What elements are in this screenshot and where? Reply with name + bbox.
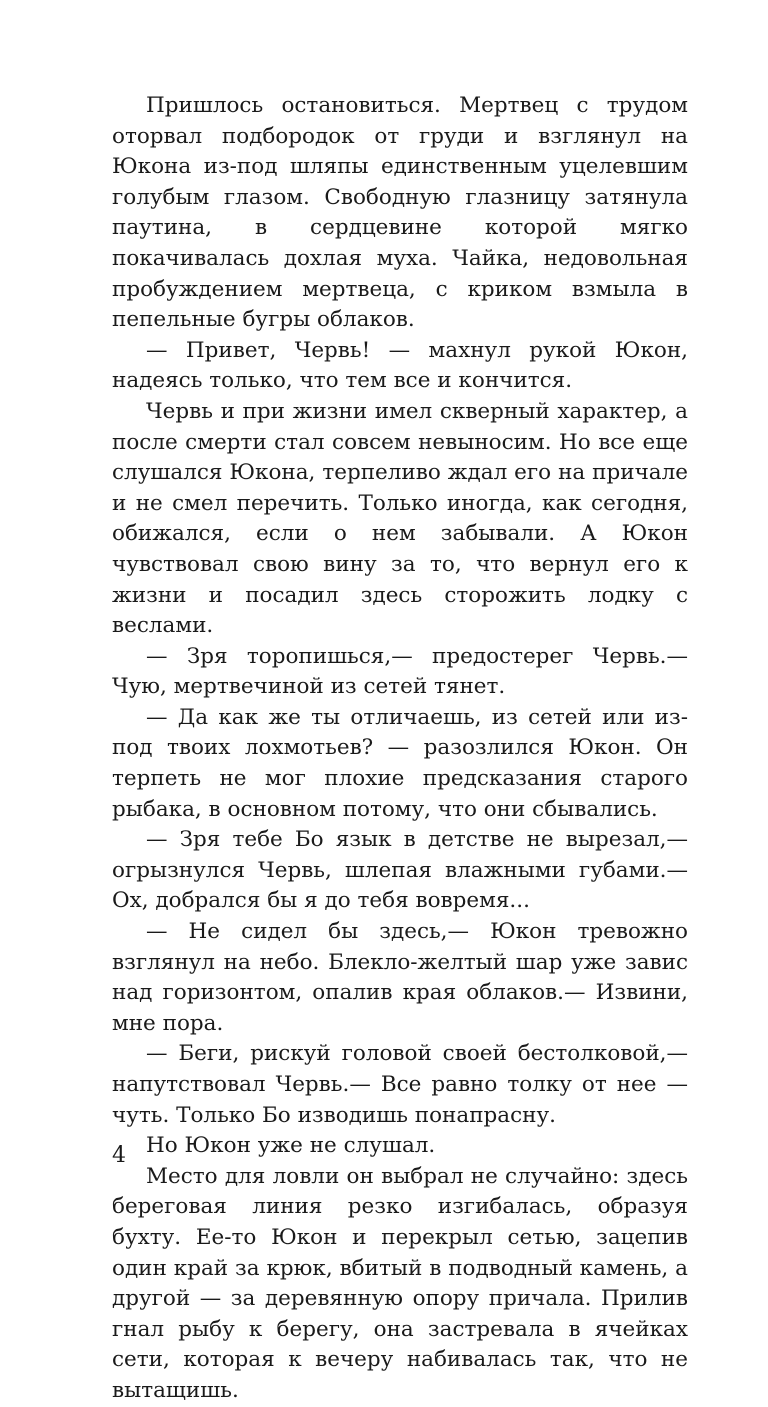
paragraph: — Не сидел бы здесь,— Юкон тревожно взглянул на небо. Блекло-желтый шар уже завис над горизонтом, опалив края облаков.— Извини, мне пора. xyxy=(112,919,688,1036)
paragraph: Но Юкон уже не слушал. xyxy=(146,1133,436,1159)
paragraph: — Зря тебе Бо язык в детстве не вырезал,— огрызнулся Червь, шлепая влажными губами.— Ох, добрался бы я до тебя вовремя... xyxy=(112,827,688,914)
paragraph: — Да как же ты отличаешь, из сетей или из-под твоих лохмотьев? — разозлился Юкон. Он терпеть не мог плохие предсказания старого рыбака, в основном потому, что они сбывались. xyxy=(112,704,688,822)
paragraph: Червь и при жизни имел скверный характер, а после смерти стал совсем невыносим. Но все еще слушался Юкона, терпеливо ждал его на причале и не смел перечить. Только иногда, как сегодня, обижался, если о нем забывали. А Юкон чувствовал свою вину за то, что вернул его к жизни и посадил здесь сторожить лодку с веслами. xyxy=(112,398,688,639)
body-text xyxy=(112,91,688,1407)
page-number: 4 xyxy=(112,1143,126,1168)
paragraph: — Беги, рискуй головой своей бестолковой,— напутствовал Червь.— Все равно толку от нее — чуть. Только Бо изводишь понапрасну. xyxy=(112,1041,688,1128)
paragraph: Пришлось остановиться. Мертвец с трудом оторвал подбородок от груди и взглянул на Юкона из-под шляпы единственным уцелевшим голубым глазом. Свободную глазницу затянула паутина, в сердцевине которой мягко покачивалась дохлая муха. Чайка, недовольная пробуждением мертвеца, с криком взмыла в пепельные бугры облаков. xyxy=(112,93,688,333)
paragraph: — Привет, Червь! — махнул рукой Юкон, надеясь только, что тем все и кончится. xyxy=(112,337,688,394)
paragraph: — Зря торопишься,— предостерег Червь.— Чую, мертвечиной из сетей тянет. xyxy=(112,643,688,700)
paragraph: Место для ловли он выбрал не случайно: здесь береговая линия резко изгибалась, образуя бухту. Ее-то Юкон и перекрыл сетью, зацепив один край за крюк, вбитый в подводный камень, а другой — за деревянную опору причала. Прилив гнал рыбу к берегу, она застревала в ячейках сети, которая к вечеру набивалась так, что не вытащишь. xyxy=(112,1163,688,1403)
